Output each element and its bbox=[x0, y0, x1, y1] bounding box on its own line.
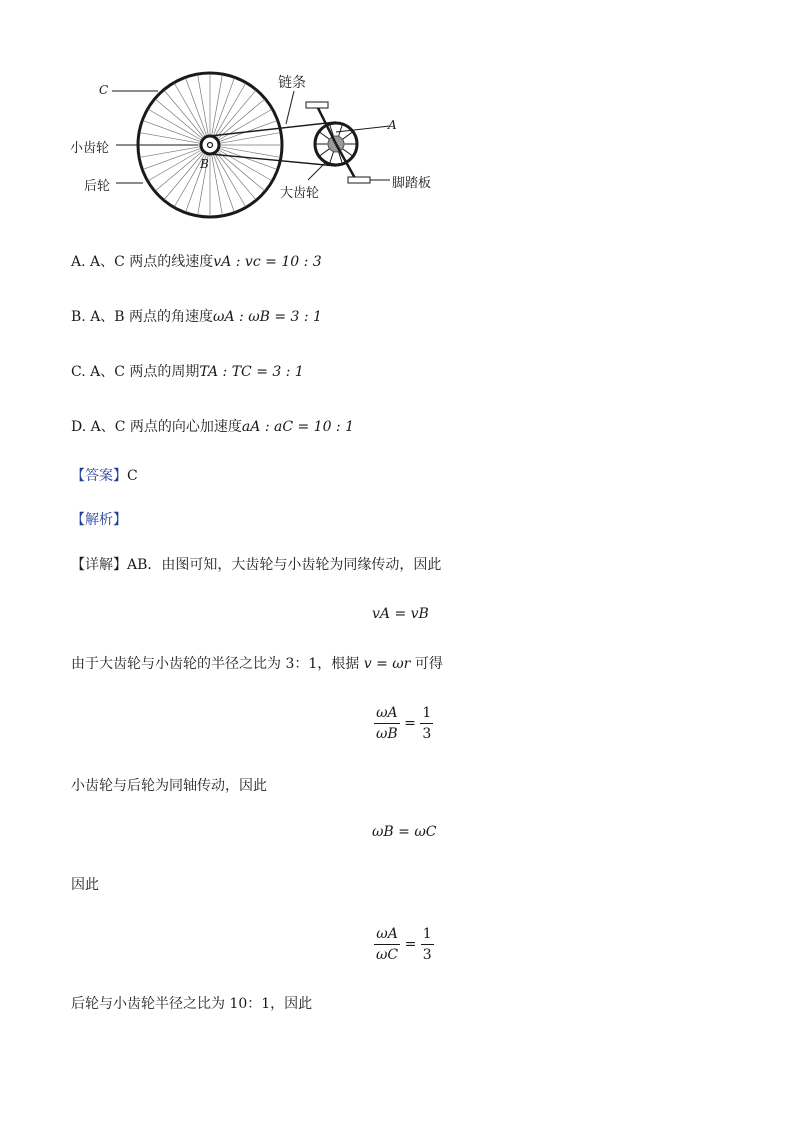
detail-text-1: AB．由图可知，大齿轮与小齿轮为同缘传动，因此 bbox=[127, 557, 442, 573]
option-a-text: A. A、C 两点的线速度 bbox=[71, 254, 214, 270]
label-a: A bbox=[388, 118, 397, 132]
equation-4: $\frac{\omega A}{\omega C}$ = $\frac{1}{3}$ bbox=[376, 926, 432, 963]
analysis-tag: 【解析】 bbox=[71, 512, 127, 528]
option-d-text: D. A、C 两点的向心加速度 bbox=[71, 419, 242, 435]
answer-line bbox=[71, 466, 138, 486]
eq4-rhs-denominator: 3 bbox=[422, 947, 432, 963]
detail-text-2-post: 可得 bbox=[414, 656, 443, 672]
eq4-denominator: ωC bbox=[376, 947, 399, 963]
bicycle-gear-figure bbox=[60, 60, 460, 230]
answer-tag: 【答案】 bbox=[71, 468, 127, 484]
detail-line-5: 后轮与小齿轮半径之比为 10：1，因此 bbox=[71, 996, 313, 1012]
detail-line-1 bbox=[71, 555, 441, 575]
option-d-expr: aA : aC = 10 : 1 bbox=[241, 419, 355, 435]
detail-line-4: 因此 bbox=[71, 877, 99, 893]
label-pedal: 脚踏板 bbox=[392, 176, 432, 191]
answer-value: C bbox=[127, 468, 138, 484]
detail-line-3: 小齿轮与后轮为同轴传动，因此 bbox=[71, 778, 267, 794]
equation-3: ωB = ωC bbox=[372, 824, 437, 840]
detail-text-2-formula: v = ωr bbox=[363, 656, 411, 672]
eq2-numerator: ωA bbox=[376, 705, 398, 721]
option-a bbox=[71, 252, 322, 272]
label-big-gear: 大齿轮 bbox=[280, 186, 320, 201]
option-a-expr: vA : vc = 10 : 3 bbox=[213, 254, 322, 270]
equation-1: vA = vB bbox=[372, 606, 429, 622]
eq2-rhs-denominator: 3 bbox=[422, 726, 432, 742]
option-b bbox=[71, 307, 322, 327]
detail-line-2 bbox=[71, 654, 443, 674]
label-chain: 链条 bbox=[278, 75, 306, 91]
equation-2: $\frac{\omega A}{\omega B}$ = $\frac{1}{3}$ bbox=[376, 705, 432, 742]
eq2-rhs-numerator: 1 bbox=[422, 705, 432, 721]
eq4-rhs-numerator: 1 bbox=[422, 926, 432, 942]
eq2-denominator: ωB bbox=[376, 726, 398, 742]
hub-center bbox=[208, 143, 213, 148]
analysis-line bbox=[71, 510, 127, 530]
pedal-upper bbox=[306, 102, 328, 108]
eq4-numerator: ωA bbox=[376, 926, 398, 942]
label-c: C bbox=[99, 83, 109, 97]
option-c-expr: TA : TC = 3 : 1 bbox=[199, 364, 304, 380]
option-c bbox=[71, 362, 304, 382]
option-b-text: B. A、B 两点的角速度 bbox=[71, 309, 214, 325]
label-rear-wheel: 后轮 bbox=[84, 179, 111, 194]
detail-tag: 【详解】 bbox=[71, 557, 127, 573]
label-b: B bbox=[200, 157, 209, 171]
pedal-lower bbox=[348, 177, 370, 183]
option-d bbox=[71, 417, 354, 437]
option-b-expr: ωA : ωB = 3 : 1 bbox=[213, 309, 322, 325]
option-c-text: C. A、C 两点的周期 bbox=[71, 364, 200, 380]
detail-text-2-pre: 由于大齿轮与小齿轮的半径之比为 3：1，根据 bbox=[71, 656, 360, 672]
label-small-gear: 小齿轮 bbox=[70, 141, 110, 156]
